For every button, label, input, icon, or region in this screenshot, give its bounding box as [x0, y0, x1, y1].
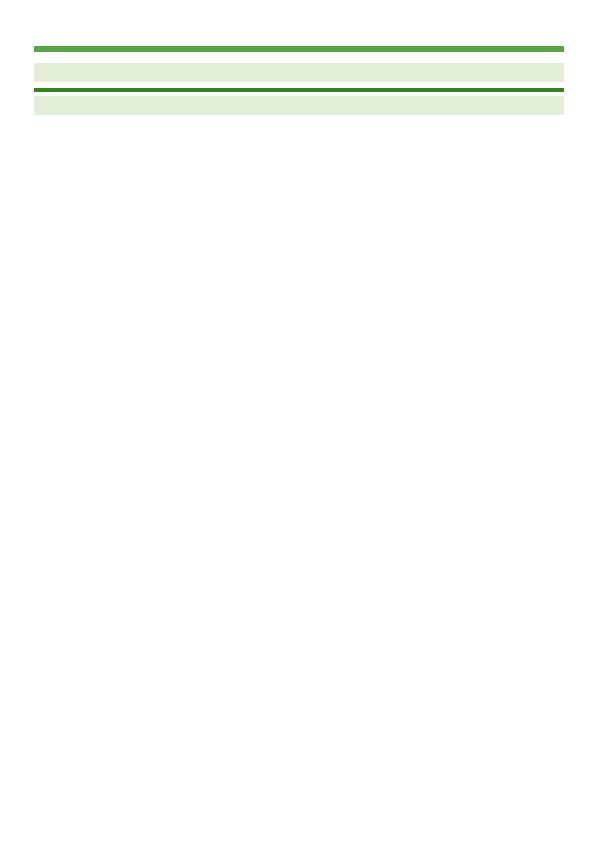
document-page	[34, 36, 564, 115]
benefits-body	[34, 52, 564, 63]
market-types-table	[34, 88, 564, 94]
table-header-type	[34, 88, 299, 93]
globalized-markets-heading	[34, 96, 564, 115]
market-types-table-wrap	[34, 88, 564, 94]
table-header-row	[34, 88, 564, 93]
table-header-characteristics	[299, 88, 564, 93]
market-types-heading	[34, 63, 564, 82]
